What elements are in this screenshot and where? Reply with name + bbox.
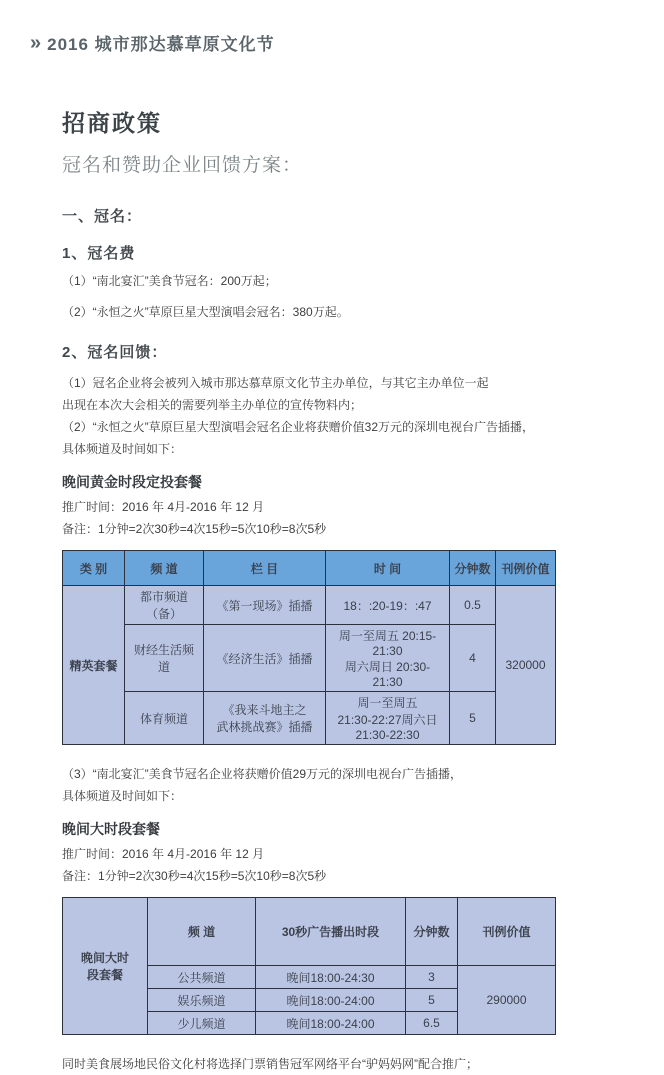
cell-minutes: 0.5	[450, 586, 496, 625]
cell-minutes: 4	[450, 625, 496, 692]
header-cell-category: 类 别	[63, 551, 125, 586]
cell-minutes: 5	[450, 692, 496, 745]
cell-minutes: 3	[406, 966, 458, 989]
feedback-line: 出现在本次大会相关的需要列举主办单位的宣传物料内；	[62, 398, 363, 412]
evening-promo-time: 推广时间：2016 年 4月-2016 年 12 月	[62, 847, 265, 861]
feedback-line: （2）“永恒之火”草原巨星大型演唱会冠名企业将获赠价值32万元的深圳电视台广告插播，	[62, 420, 535, 434]
header-cell-channel: 频 道	[125, 551, 204, 586]
naming-feedback-heading: 2、冠名回馈：	[62, 344, 168, 361]
header-cell-price: 刊例价值	[496, 551, 556, 586]
program-line: 武林挑战赛》插播	[216, 720, 313, 734]
header-cell-channel: 频 道	[148, 898, 256, 966]
cell-minutes: 6.5	[406, 1012, 458, 1035]
naming-fee-heading: 1、冠名费	[62, 245, 136, 262]
prime-promo-time: 推广时间：2016 年 4月-2016 年 12 月	[62, 500, 265, 514]
time-line: 周六周日 20:30-21:30	[344, 660, 431, 689]
cell-channel: 都市频道（备）	[125, 586, 204, 625]
time-line: 周一至周五 20:15-21:30	[338, 629, 437, 658]
header-cell-timeslot: 30秒广告播出时段	[256, 898, 406, 966]
cell-price: 320000	[496, 586, 556, 745]
table-row	[63, 692, 556, 745]
header-cell-price: 刊例价值	[458, 898, 556, 966]
cell-channel: 体育频道	[125, 692, 204, 745]
evening-package-table	[62, 897, 556, 1035]
feedback-line: （1）冠名企业将会被列入城市那达慕草原文化节主办单位，与其它主办单位一起	[62, 376, 489, 390]
doc-header	[0, 0, 664, 55]
prime-note: 备注：1分钟=2次30秒=4次15秒=5次10秒=8次5秒	[62, 522, 327, 536]
header-cell-minutes: 分钟数	[450, 551, 496, 586]
group-label-text: 晚间大时段套餐	[80, 951, 129, 982]
fee-line: （2）“永恒之火”草原巨星大型演唱会冠名：380万起。	[62, 305, 349, 319]
naming-heading: 一、冠名：	[62, 208, 143, 225]
header-cell-minutes: 分钟数	[406, 898, 458, 966]
between-text-line: 具体频道及时间如下：	[62, 789, 183, 803]
cell-time: 晚间18:00-24:30	[256, 966, 406, 989]
chevron-icon: »	[30, 31, 42, 54]
cell-time: 晚间18:00-24:00	[256, 989, 406, 1012]
cell-time: 晚间18:00-24:00	[256, 1012, 406, 1035]
header-cell-program: 栏 目	[204, 551, 326, 586]
between-text-line: （3）“南北宴汇”美食节冠名企业将获赠价值29万元的深圳电视台广告插播，	[62, 767, 463, 781]
cell-group-label	[63, 898, 148, 1035]
feedback-line: 具体频道及时间如下：	[62, 442, 183, 456]
cell-program: 《经济生活》插播	[204, 625, 326, 692]
cell-channel: 财经生活频道	[125, 625, 204, 692]
cell-minutes: 5	[406, 989, 458, 1012]
cell-group-label: 精英套餐	[63, 586, 125, 745]
fee-line: （1）“南北宴汇”美食节冠名：200万起；	[62, 274, 277, 288]
table-row	[63, 586, 556, 625]
header-cell-time: 时 间	[326, 551, 450, 586]
time-line: 21:30-22:27周六日	[337, 713, 438, 727]
prime-package-table	[62, 550, 556, 745]
table-header-row	[63, 551, 556, 586]
cell-channel: 娱乐频道	[148, 989, 256, 1012]
cell-time	[326, 625, 450, 692]
cell-channel: 公共频道	[148, 966, 256, 989]
cell-program	[204, 692, 326, 745]
page-content	[0, 105, 664, 1075]
evening-note: 备注：1分钟=2次30秒=4次15秒=5次10秒=8次5秒	[62, 869, 327, 883]
cell-time: 18：:20-19：:47	[326, 586, 450, 625]
time-line: 周一至周五	[357, 696, 418, 710]
table-row	[63, 625, 556, 692]
cell-time	[326, 692, 450, 745]
cell-program: 《第一现场》插播	[204, 586, 326, 625]
table-header-row	[63, 898, 556, 966]
prime-package-title: 晚间黄金时段定投套餐	[62, 474, 202, 490]
footer-note: 同时美食展场地民俗文化村将选择门票销售冠军网络平台“驴妈妈网”配合推广；	[62, 1057, 478, 1071]
page-title: 招商政策	[62, 110, 162, 136]
cell-channel: 少儿频道	[148, 1012, 256, 1035]
doc-title: 2016 城市那达慕草原文化节	[47, 35, 275, 54]
cell-price: 290000	[458, 966, 556, 1035]
time-line: 21:30-22:30	[355, 728, 420, 742]
page-subtitle: 冠名和赞助企业回馈方案：	[62, 155, 303, 176]
evening-package-title: 晚间大时段套餐	[62, 821, 160, 837]
program-line: 《我来斗地主之	[222, 703, 307, 717]
